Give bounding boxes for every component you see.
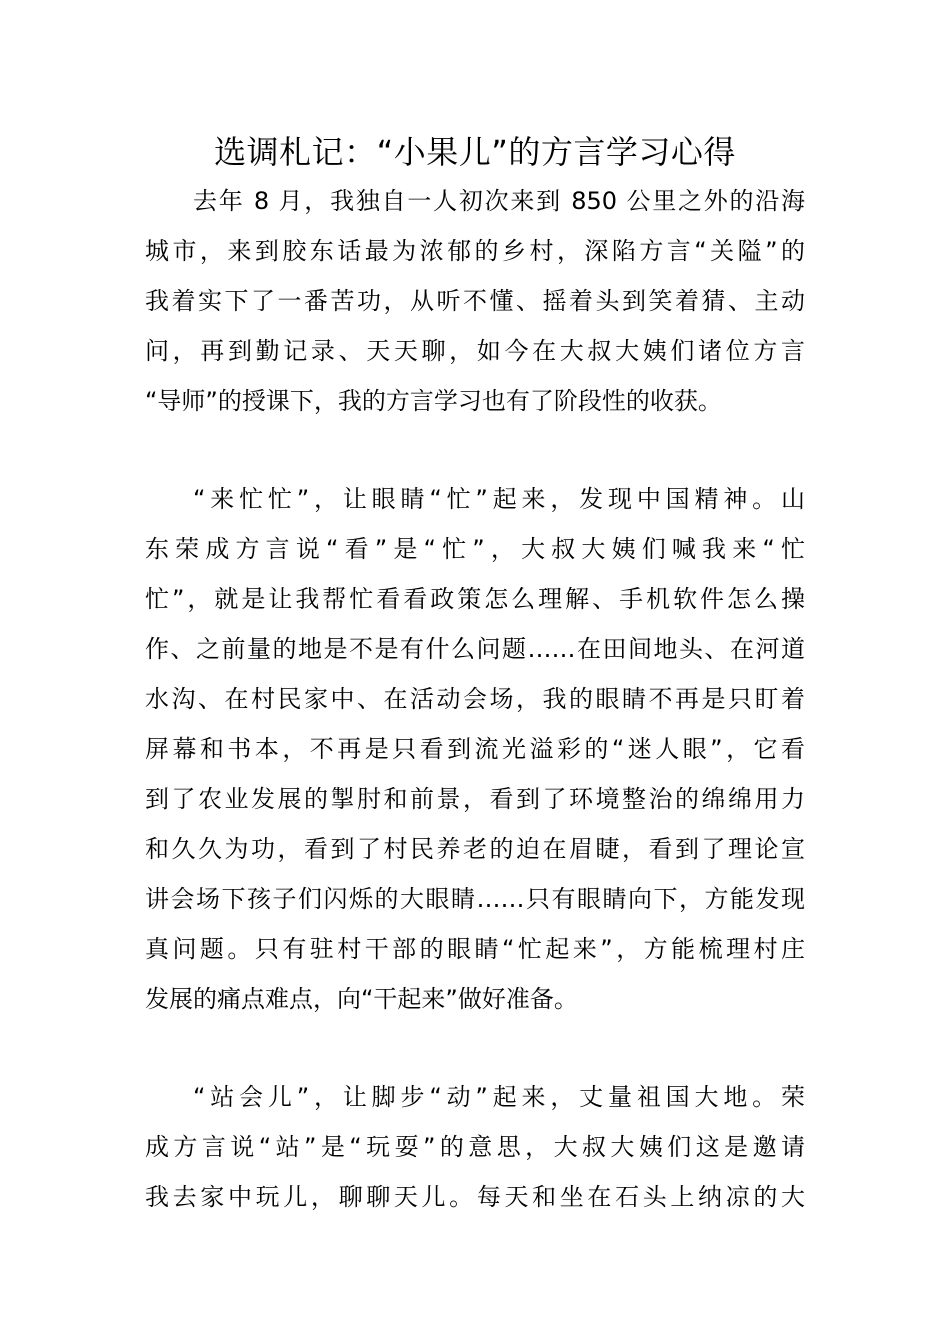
paragraph-1-line-4: 问，再到勤记录、天天聊，如今在大叔大姨们诸位方言 (145, 337, 805, 365)
paragraph-2-line-4: 作、之前量的地是不是有什么问题……在田间地头、在河道 (145, 635, 805, 663)
paragraph-1-line-3: 我着实下了一番苦功，从听不懂、摇着头到笑着猜、主动 (145, 287, 805, 315)
paragraph-2-line-11: 发展的痛点难点，向“干起来”做好准备。 (145, 985, 578, 1013)
paragraph-3-line-3: 我去家中玩儿，聊聊天儿。每天和坐在石头上纳凉的大 (145, 1183, 805, 1211)
paragraph-2-line-2: 东荣成方言说“看”是“忙”，大叔大姨们喊我来“忙 (145, 535, 805, 563)
paragraph-3-line-1: “站会儿”，让脚步“动”起来，丈量祖国大地。荣 (193, 1083, 805, 1111)
paragraph-1-line-1: 去年 8 月，我独自一人初次来到 850 公里之外的沿海 (193, 187, 805, 215)
paragraph-2-line-7: 到了农业发展的掣肘和前景，看到了环境整治的绵绵用力 (145, 785, 805, 813)
paragraph-1-line-5: “导师”的授课下，我的方言学习也有了阶段性的收获。 (145, 387, 722, 415)
paragraph-2-line-10: 真问题。只有驻村干部的眼睛“忙起来”，方能梳理村庄 (145, 935, 805, 963)
paragraph-2-line-6: 屏幕和书本，不再是只看到流光溢彩的“迷人眼”，它看 (145, 735, 805, 763)
paragraph-1-line-2: 城市，来到胶东话最为浓郁的乡村，深陷方言“关隘”的 (145, 237, 805, 265)
paragraph-2-line-9: 讲会场下孩子们闪烁的大眼睛……只有眼睛向下，方能发现 (145, 885, 805, 913)
paragraph-3-line-2: 成方言说“站”是“玩耍”的意思，大叔大姨们这是邀请 (145, 1133, 805, 1161)
paragraph-2-line-1: “来忙忙”，让眼睛“忙”起来，发现中国精神。山 (193, 485, 805, 513)
paragraph-2-line-8: 和久久为功，看到了村民养老的迫在眉睫，看到了理论宣 (145, 835, 805, 863)
document-title: 选调札记：“小果儿”的方言学习心得 (214, 133, 736, 171)
paragraph-2-line-3: 忙”，就是让我帮忙看看政策怎么理解、手机软件怎么操 (145, 585, 805, 613)
paragraph-2-line-5: 水沟、在村民家中、在活动会场，我的眼睛不再是只盯着 (145, 685, 805, 713)
